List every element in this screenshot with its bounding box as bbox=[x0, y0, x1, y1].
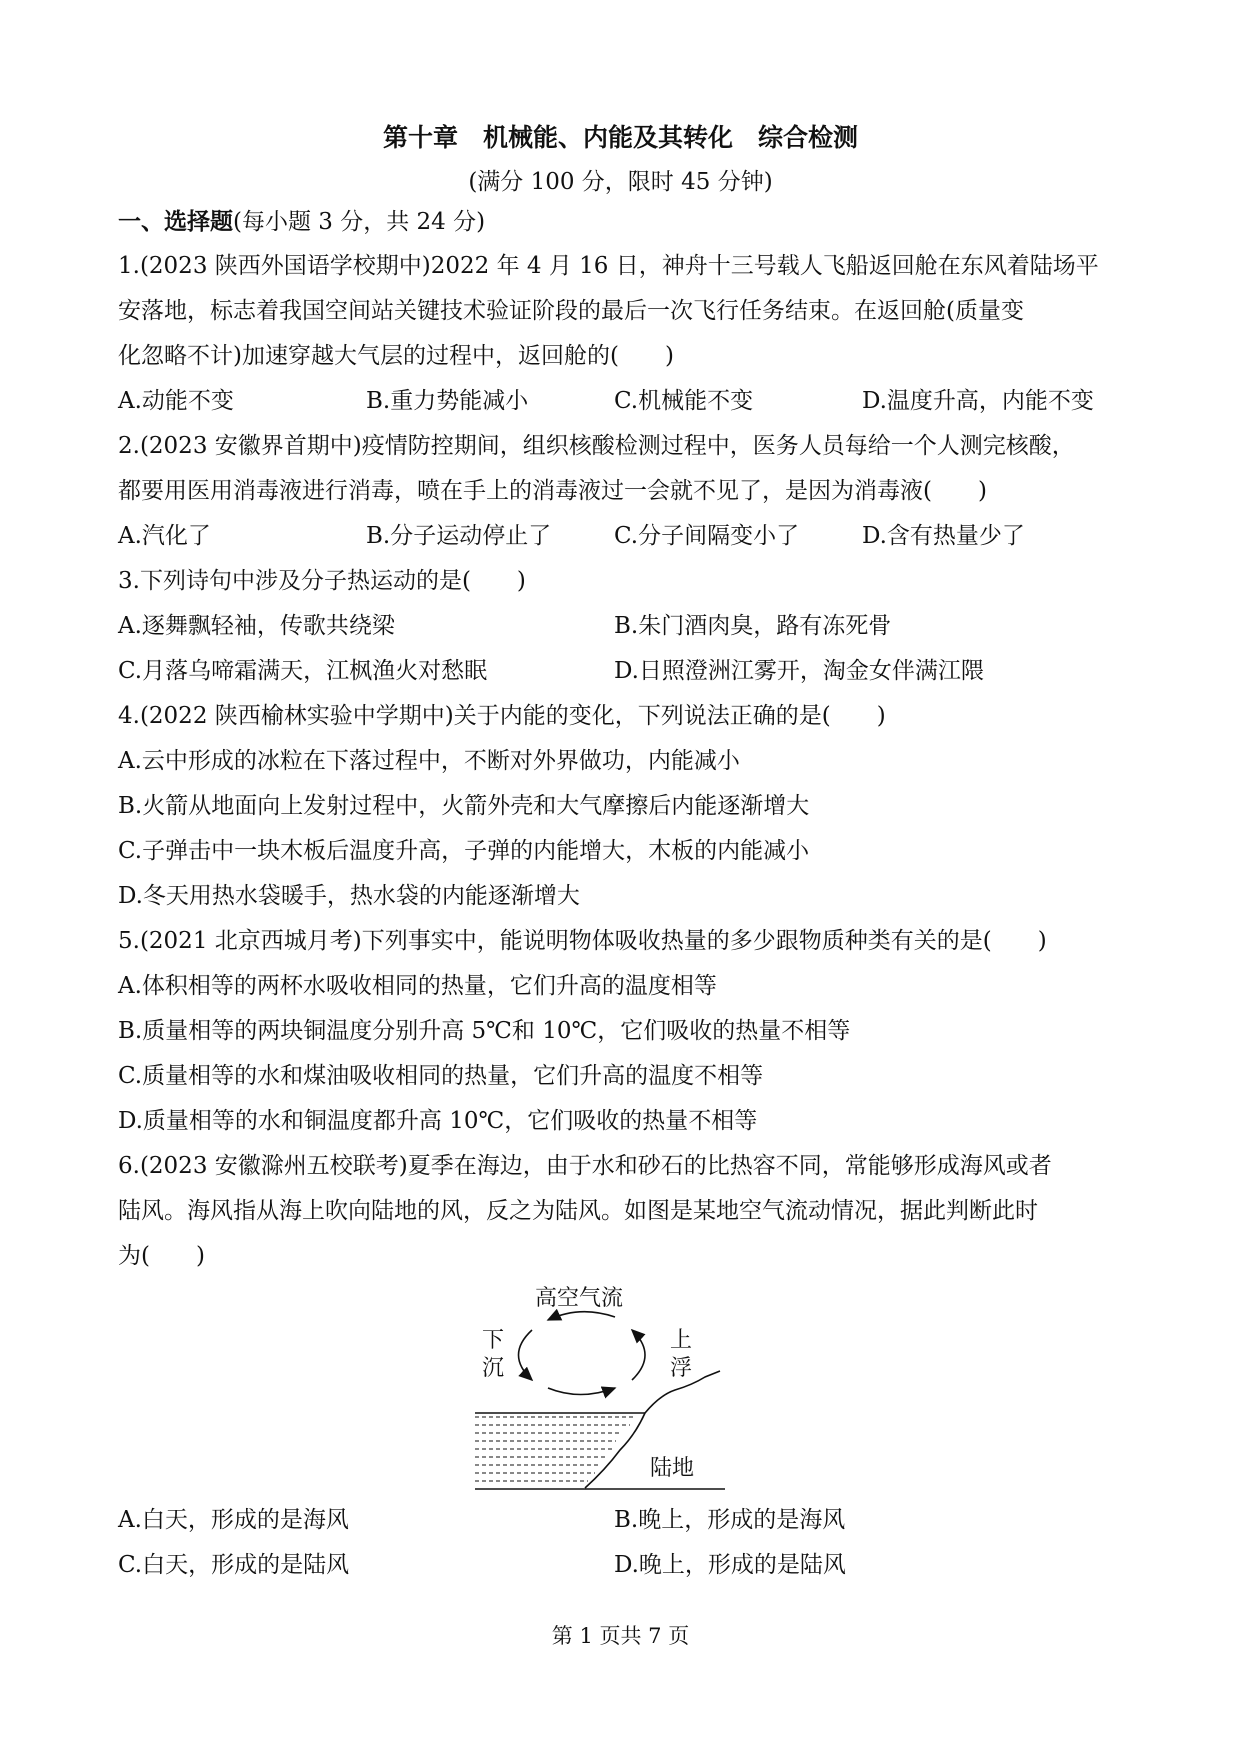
q1-line-3: 化忽略不计)加速穿越大气层的过程中，返回舱的( ) bbox=[118, 343, 674, 369]
q1-option-d: D.温度升高，内能不变 bbox=[862, 388, 1094, 414]
q5-option-a: A.体积相等的两杯水吸收相同的热量，它们升高的温度相等 bbox=[118, 973, 717, 999]
q6-option-d: D.晚上，形成的是陆风 bbox=[614, 1552, 846, 1578]
q4-option-d: D.冬天用热水袋暖手，热水袋的内能逐渐增大 bbox=[118, 883, 580, 909]
page-title: 第十章 机械能、内能及其转化 综合检测 bbox=[382, 123, 858, 152]
q3-line-1: 3.下列诗句中涉及分子热运动的是( ) bbox=[118, 568, 526, 594]
q4-option-b: B.火箭从地面向上发射过程中，火箭外壳和大气摩擦后内能逐渐增大 bbox=[118, 793, 810, 819]
sea-land-breeze-diagram bbox=[470, 1275, 770, 1495]
page-number: 第 1 页共 7 页 bbox=[551, 1624, 690, 1648]
q5-line-1: 5.(2021 北京西城月考)下列事实中，能说明物体吸收热量的多少跟物质种类有关的是( ) bbox=[118, 928, 1047, 954]
sea-region bbox=[475, 1417, 635, 1481]
q1-option-b: B.重力势能减小 bbox=[366, 388, 529, 414]
q3-option-c: C.月落乌啼霜满天，江枫渔火对愁眠 bbox=[118, 658, 488, 684]
label-rise-2: 浮 bbox=[670, 1356, 693, 1381]
label-sink-2: 沉 bbox=[482, 1356, 505, 1381]
q1-line-1: 1.(2023 陕西外国语学校期中)2022 年 4 月 16 日，神舟十三号载人飞船返回舱在东风着陆场平 bbox=[118, 253, 1099, 279]
section-heading bbox=[118, 207, 485, 237]
q6-option-a: A.白天，形成的是海风 bbox=[118, 1507, 349, 1533]
q5-option-d: D.质量相等的水和铜温度都升高 10℃，它们吸收的热量不相等 bbox=[118, 1108, 758, 1134]
q2-option-a: A.汽化了 bbox=[118, 523, 211, 549]
q3-option-b: B.朱门酒肉臭，路有冻死骨 bbox=[614, 613, 892, 639]
label-rise-1: 上 bbox=[670, 1328, 693, 1353]
q6-line-3: 为( ) bbox=[118, 1243, 205, 1269]
q6-line-2: 陆风。海风指从海上吹向陆地的风，反之为陆风。如图是某地空气流动情况，据此判断此时 bbox=[118, 1198, 1038, 1224]
q2-line-2: 都要用医用消毒液进行消毒，喷在手上的消毒液过一会就不见了，是因为消毒液( ) bbox=[118, 478, 987, 504]
q5-option-c: C.质量相等的水和煤油吸收相同的热量，它们升高的温度不相等 bbox=[118, 1063, 764, 1089]
q6-line-1: 6.(2023 安徽滁州五校联考)夏季在海边，由于水和砂石的比热容不同，常能够形成海风或者 bbox=[118, 1153, 1052, 1179]
q5-option-b: B.质量相等的两块铜温度分别升高 5℃和 10℃，它们吸收的热量不相等 bbox=[118, 1018, 851, 1044]
q2-option-c: C.分子间隔变小了 bbox=[614, 523, 800, 549]
label-upper-airflow: 高空气流 bbox=[535, 1286, 624, 1311]
section-note: (每小题 3 分，共 24 分) bbox=[233, 209, 486, 235]
arrow-right bbox=[632, 1330, 645, 1380]
arrow-bottom bbox=[548, 1388, 615, 1395]
q1-option-a: A.动能不变 bbox=[118, 388, 234, 414]
section-title: 一、选择题 bbox=[118, 208, 233, 235]
q4-option-c: C.子弹击中一块木板后温度升高，子弹的内能增大，木板的内能减小 bbox=[118, 838, 810, 864]
q6-option-c: C.白天，形成的是陆风 bbox=[118, 1552, 350, 1578]
arrow-left bbox=[519, 1330, 533, 1380]
q2-option-b: B.分子运动停止了 bbox=[366, 523, 552, 549]
q6-option-b: B.晚上，形成的是海风 bbox=[614, 1507, 846, 1533]
label-sink-1: 下 bbox=[482, 1328, 505, 1353]
q2-option-d: D.含有热量少了 bbox=[862, 523, 1025, 549]
arrow-top bbox=[548, 1312, 615, 1320]
page-subtitle: (满分 100 分，限时 45 分钟) bbox=[468, 169, 773, 195]
q4-line-1: 4.(2022 陕西榆林实验中学期中)关于内能的变化，下列说法正确的是( ) bbox=[118, 703, 886, 729]
q4-option-a: A.云中形成的冰粒在下落过程中，不断对外界做功，内能减小 bbox=[118, 748, 740, 774]
label-land: 陆地 bbox=[650, 1456, 695, 1481]
q1-line-2: 安落地，标志着我国空间站关键技术验证阶段的最后一次飞行任务结束。在返回舱(质量变 bbox=[118, 298, 1024, 324]
q3-option-d: D.日照澄洲江雾开，淘金女伴满江隈 bbox=[614, 658, 984, 684]
q2-line-1: 2.(2023 安徽界首期中)疫情防控期间，组织核酸检测过程中，医务人员每给一个人测完核酸， bbox=[118, 433, 1075, 459]
q1-option-c: C.机械能不变 bbox=[614, 388, 754, 414]
q3-option-a: A.逐舞飘轻袖，传歌共绕梁 bbox=[118, 613, 395, 639]
